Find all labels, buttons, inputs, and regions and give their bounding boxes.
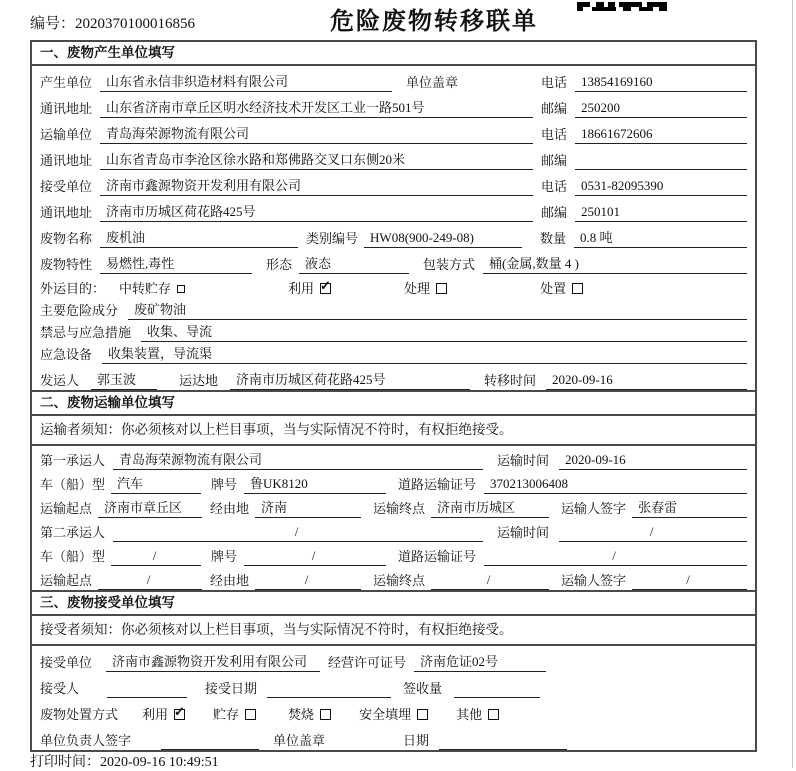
print-time-value: 2020-09-16 10:49:51: [100, 755, 219, 770]
addr1-label: 通讯地址: [40, 101, 93, 116]
print-time-label: 打印时间：: [30, 755, 100, 770]
trait-label: 废物特性: [40, 257, 93, 272]
waste-name-label: 废物名称: [40, 231, 93, 246]
plate2-value: /: [244, 548, 386, 566]
row-waste-traits: [32, 248, 755, 274]
shipper-value: 郭玉波: [91, 369, 157, 390]
form-value: 液态: [299, 253, 409, 274]
unit-seal-label: 单位盖章: [406, 75, 459, 90]
head-sign-value: [161, 735, 259, 750]
phone1-value: 13854169160: [575, 74, 747, 92]
license1-value: 370213006408: [484, 476, 747, 494]
carrier-unit-value: 青岛海荣源物流有限公司: [100, 123, 533, 144]
section1-title: 一、废物产生单位填写: [32, 42, 755, 66]
carrier1-value: 青岛海荣源物流有限公司: [113, 449, 483, 470]
carrier2-value: /: [113, 524, 483, 542]
phone3-label: 电话: [540, 179, 567, 194]
vehicle1-label: 车（船）型: [40, 477, 106, 492]
row-second-carrier: [32, 518, 755, 542]
sign2-value: /: [632, 572, 747, 590]
page-title: 危险废物转移联单: [330, 9, 538, 35]
sign2-label: 运输人签字: [561, 573, 627, 588]
accepter-value: [107, 683, 187, 698]
transfer-time-value: 2020-09-16: [546, 372, 747, 390]
producer-value: 山东省永信非织造材料有限公司: [100, 71, 392, 92]
producer-label: 产生单位: [40, 75, 93, 90]
section2-title: 二、废物运输单位填写: [32, 390, 755, 416]
equip-label: 应急设备: [40, 347, 93, 362]
row-receiver-address: [32, 196, 755, 222]
row-head-signature: [32, 724, 755, 750]
page-edge-line: [792, 0, 793, 768]
form-label: 形态: [266, 257, 293, 272]
qr-code-fragment-icon: [577, 0, 667, 16]
purpose-storage-checkbox: [177, 285, 185, 293]
end2-value: /: [431, 572, 549, 590]
license2-value: /: [484, 548, 747, 566]
zip3-value: 250101: [575, 204, 747, 222]
accepter-label: 接受人: [40, 681, 80, 696]
purpose-option-treat-label: 处理: [404, 281, 431, 296]
accept-date-value: [267, 683, 391, 698]
origin1-value: 济南市章丘区: [98, 497, 202, 518]
permit-value: 济南危证02号: [414, 651, 546, 672]
carrier1-label: 第一承运人: [40, 453, 106, 468]
license1-label: 道路运输证号: [398, 477, 477, 492]
purpose-dispose-checkbox: [572, 283, 583, 294]
trait-value: 易燃性,毒性: [100, 253, 252, 274]
equip-value: 收集装置，导流渠: [102, 343, 747, 364]
date-label: 日期: [403, 733, 430, 748]
end1-value: 济南市历城区: [431, 497, 549, 518]
row-taboo-measures: [32, 320, 755, 342]
disposal-label: 废物处置方式: [40, 707, 119, 722]
origin2-value: /: [98, 572, 202, 590]
disposal-burn-label: 焚烧: [288, 707, 315, 722]
section3-title: 三、废物接受单位填写: [32, 590, 755, 616]
time1-label: 运输时间: [496, 453, 549, 468]
dest-value: 济南市历城区荷花路425号: [230, 369, 470, 390]
end2-label: 运输终点: [373, 573, 426, 588]
phone2-value: 18661672606: [575, 126, 747, 144]
quantity-value: 0.8 吨: [574, 227, 747, 248]
sign-qty-value: [454, 683, 540, 698]
carrier-unit-label: 运输单位: [40, 127, 93, 142]
via2-label: 经由地: [210, 573, 250, 588]
license2-label: 道路运输证号: [398, 549, 477, 564]
accept-unit-label: 接受单位: [40, 655, 93, 670]
receiver-unit-value: 济南市鑫源物资开发利用有限公司: [100, 175, 533, 196]
row-hazard-component: [32, 298, 755, 320]
serial-number: 2020370100016856: [75, 16, 196, 32]
addr1-value: 山东省济南市章丘区明水经济技术开发区工业一路501号: [100, 97, 533, 118]
accept-unit-value: 济南市鑫源物资开发利用有限公司: [106, 651, 320, 672]
time2-label: 运输时间: [496, 525, 549, 540]
purpose-label: 外运目的：: [40, 281, 106, 296]
dest-label: 运达地: [179, 373, 219, 388]
purpose-option-storage-label: 中转贮存: [119, 281, 172, 296]
disposal-burn-checkbox: [320, 709, 331, 720]
via2-value: /: [255, 572, 361, 590]
sign-qty-label: 签收量: [403, 681, 443, 696]
quantity-label: 数量: [540, 231, 567, 246]
sign1-label: 运输人签字: [561, 501, 627, 516]
receiver-unit-label: 接受单位: [40, 179, 93, 194]
disposal-store-checkbox: [245, 709, 256, 720]
row-receiver-unit: [32, 170, 755, 196]
zip1-label: 邮编: [540, 101, 567, 116]
transfer-time-label: 转移时间: [484, 373, 537, 388]
document-header: [0, 0, 796, 40]
row-waste-name: [32, 222, 755, 248]
row-vehicle1: [32, 470, 755, 494]
zip2-label: 邮编: [540, 153, 567, 168]
section3-notice: 接受者须知：你必须核对以上栏目事项，当与实际情况不符时，有权拒绝接受。: [32, 616, 755, 646]
via1-value: 济南: [255, 497, 361, 518]
disposal-other-label: 其他: [456, 707, 483, 722]
pack-value: 桶(金属,数量 4 ): [483, 253, 747, 274]
zip2-value: [575, 155, 747, 170]
carrier2-label: 第二承运人: [40, 525, 106, 540]
origin1-label: 运输起点: [40, 501, 93, 516]
purpose-option-use-label: 利用: [288, 281, 315, 296]
row-accept-unit: [32, 646, 755, 672]
row-disposal-method: [32, 698, 755, 724]
zip1-value: 250200: [575, 100, 747, 118]
vehicle2-label: 车（船）型: [40, 549, 106, 564]
row-transport-address: [32, 144, 755, 170]
taboo-value: 收集、导流: [141, 321, 747, 342]
category-label: 类别编号: [306, 231, 359, 246]
row-transfer-purpose: [32, 274, 755, 298]
plate2-label: 牌号: [211, 549, 238, 564]
row-shipper: [32, 364, 755, 390]
disposal-use-checkbox: [174, 709, 185, 720]
row-vehicle2: [32, 542, 755, 566]
accept-date-label: 接受日期: [205, 681, 258, 696]
phone2-label: 电话: [540, 127, 567, 142]
pack-label: 包装方式: [423, 257, 476, 272]
via1-label: 经由地: [210, 501, 250, 516]
phone1-label: 电话: [540, 75, 567, 90]
plate1-value: 鲁UK8120: [244, 473, 386, 494]
disposal-landfill-checkbox: [417, 709, 428, 720]
addr2-label: 通讯地址: [40, 153, 93, 168]
row-first-carrier: [32, 446, 755, 470]
purpose-option-dispose-label: 处置: [540, 281, 567, 296]
disposal-landfill-label: 安全填埋: [359, 707, 412, 722]
time2-value: /: [559, 524, 747, 542]
origin2-label: 运输起点: [40, 573, 93, 588]
phone3-value: 0531-82095390: [575, 178, 747, 196]
row-transport-unit: [32, 118, 755, 144]
end1-label: 运输终点: [373, 501, 426, 516]
shipper-label: 发运人: [40, 373, 80, 388]
print-time-line: [30, 751, 219, 771]
row-emergency-equipment: [32, 342, 755, 364]
addr3-label: 通讯地址: [40, 205, 93, 220]
row-route1: [32, 494, 755, 518]
disposal-other-checkbox: [488, 709, 499, 720]
plate1-label: 牌号: [211, 477, 238, 492]
head-sign-label: 单位负责人签字: [40, 733, 132, 748]
manifest-form: [30, 40, 757, 752]
unit-seal3-label: 单位盖章: [273, 733, 326, 748]
vehicle2-value: /: [111, 548, 201, 566]
disposal-use-label: 利用: [142, 707, 169, 722]
hazard-value: 废矿物油: [128, 299, 747, 320]
purpose-use-checkbox: [320, 283, 331, 294]
permit-label: 经营许可证号: [328, 655, 407, 670]
row-accepter: [32, 672, 755, 698]
vehicle1-value: 汽车: [111, 473, 201, 494]
row-producer: [32, 66, 755, 92]
row-route2: [32, 566, 755, 590]
row-producer-address: [32, 92, 755, 118]
zip3-label: 邮编: [540, 205, 567, 220]
serial-number-line: [30, 12, 195, 33]
section2-notice: 运输者须知：你必须核对以上栏目事项，当与实际情况不符时，有权拒绝接受。: [32, 416, 755, 446]
time1-value: 2020-09-16: [559, 452, 747, 470]
sign1-value: 张春雷: [632, 497, 747, 518]
disposal-store-label: 贮存: [213, 707, 240, 722]
serial-label: 编号：: [30, 16, 76, 32]
category-value: HW08(900-249-08): [364, 230, 522, 248]
addr3-value: 济南市历城区荷花路425号: [100, 201, 533, 222]
hazard-label: 主要危险成分: [40, 303, 119, 318]
date-value: [439, 735, 567, 750]
addr2-value: 山东省青岛市李沧区徐水路和郑佛路交叉口东侧20米: [100, 149, 533, 170]
purpose-treat-checkbox: [436, 283, 447, 294]
waste-name-value: 废机油: [100, 227, 298, 248]
taboo-label: 禁忌与应急措施: [40, 325, 132, 340]
